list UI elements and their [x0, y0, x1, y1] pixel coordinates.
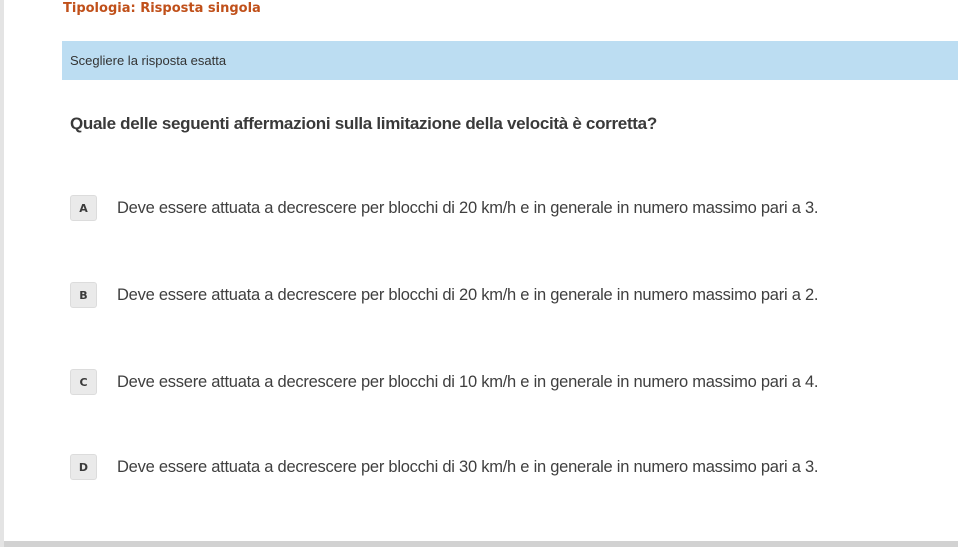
instruction-text: Scegliere la risposta esatta: [70, 53, 227, 68]
answer-text[interactable]: Deve essere attuata a decrescere per blocchi di 20 km/h e in generale in numero massimo pari a 3.: [117, 198, 819, 217]
answer-letter-badge[interactable]: A: [70, 195, 97, 221]
left-border: [0, 0, 4, 547]
answer-option-d[interactable]: [70, 453, 818, 481]
instruction-banner: [62, 41, 958, 80]
answer-text[interactable]: Deve essere attuata a decrescere per blocchi di 30 km/h e in generale in numero massimo pari a 3.: [117, 457, 819, 476]
answer-letter-badge[interactable]: C: [70, 369, 97, 395]
answer-option-c[interactable]: [70, 368, 818, 396]
answer-option-b[interactable]: [70, 281, 818, 309]
answer-text[interactable]: Deve essere attuata a decrescere per blocchi di 20 km/h e in generale in numero massimo pari a 2.: [117, 285, 819, 304]
answer-letter-badge[interactable]: D: [70, 454, 97, 480]
answer-option-a[interactable]: [70, 194, 818, 222]
question-type-label: Tipologia: Risposta singola: [63, 1, 261, 16]
question-text: Quale delle seguenti affermazioni sulla limitazione della velocità è corretta?: [70, 114, 657, 133]
answer-letter-badge[interactable]: B: [70, 282, 97, 308]
bottom-divider: [4, 541, 958, 547]
answer-text[interactable]: Deve essere attuata a decrescere per blocchi di 10 km/h e in generale in numero massimo pari a 4.: [117, 372, 819, 391]
